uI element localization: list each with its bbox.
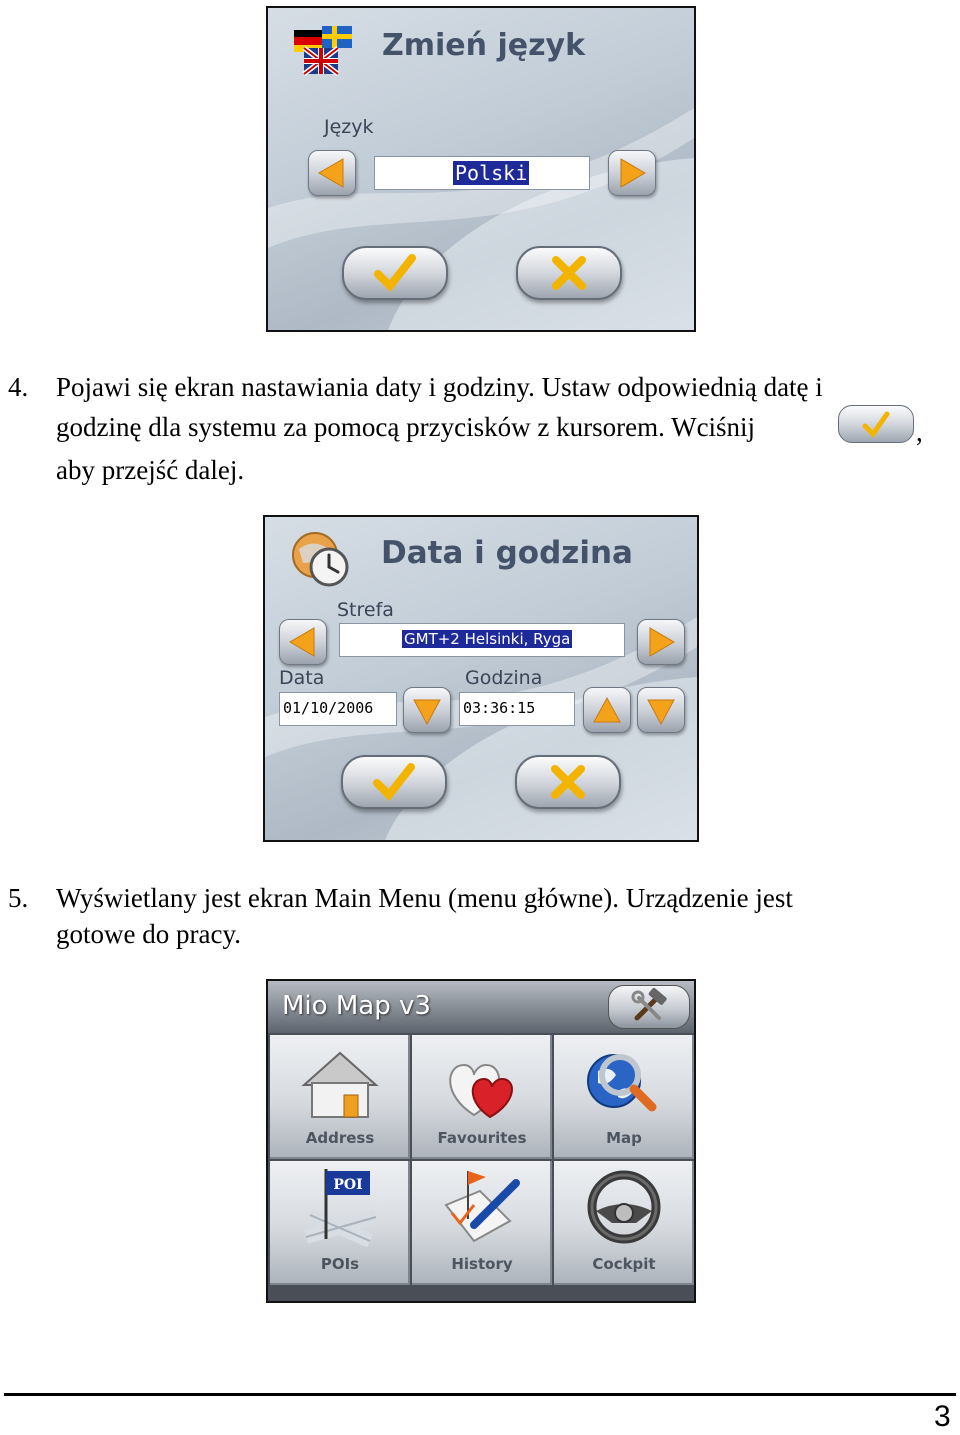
step-4-line-3: aby przejść dalej. — [56, 455, 245, 485]
menu-tile-pois[interactable] — [270, 1161, 410, 1285]
arrow-down-icon — [638, 688, 684, 732]
date-field[interactable] — [279, 692, 397, 726]
check-icon — [839, 406, 913, 442]
step-5-line-2: gotowe do pracy. — [56, 919, 241, 949]
zone-label: Strefa — [337, 599, 394, 621]
footer-rule — [4, 1393, 956, 1396]
menu-tile-favourites[interactable] — [412, 1035, 552, 1159]
step-4-number: 4. — [8, 372, 29, 402]
check-icon — [344, 248, 446, 298]
main-menu-header — [268, 981, 694, 1033]
house-icon — [270, 1035, 410, 1129]
flags-icon — [290, 22, 356, 80]
arrow-down-icon — [404, 688, 450, 732]
step-4-line-1: Pojawi się ekran nastawiania daty i godziny. Ustaw odpowiednią datę i — [56, 372, 823, 402]
step-4-comma: , — [916, 417, 923, 447]
zone-value: GMT+2 Helsinki, Ryga — [404, 630, 571, 648]
menu-tile-label: Map — [606, 1129, 642, 1147]
next-zone-button[interactable] — [637, 619, 685, 665]
step-5-line-1: Wyświetlany jest ekran Main Menu (menu główne). Urządzenie jest — [56, 883, 793, 913]
prev-language-button[interactable] — [308, 150, 356, 196]
time-up-button[interactable] — [583, 687, 631, 733]
arrow-up-icon — [584, 688, 630, 732]
screen-title: Zmień język — [382, 28, 586, 63]
date-down-button[interactable] — [403, 687, 451, 733]
history-pen-icon — [412, 1161, 552, 1255]
cancel-icon — [517, 757, 619, 807]
confirm-button[interactable] — [341, 755, 447, 809]
check-icon — [343, 757, 445, 807]
language-value: Polski — [455, 161, 528, 185]
app-title: Mio Map v3 — [282, 991, 431, 1021]
arrow-left-icon — [309, 151, 355, 195]
language-screen — [266, 6, 696, 332]
step-4-line-2: godzinę dla systemu za pomocą przycisków z kursorem. Wciśnij — [56, 412, 756, 442]
cancel-icon — [518, 248, 620, 298]
settings-button[interactable] — [608, 985, 690, 1029]
confirm-button[interactable] — [342, 246, 448, 300]
menu-tile-label: History — [451, 1255, 513, 1273]
globe-magnifier-icon — [554, 1035, 694, 1129]
time-label: Godzina — [465, 667, 543, 689]
language-field[interactable] — [374, 156, 590, 190]
hearts-icon — [412, 1035, 552, 1129]
tools-icon — [609, 986, 689, 1028]
menu-tile-history[interactable] — [412, 1161, 552, 1285]
menu-tile-label: Cockpit — [592, 1255, 656, 1273]
inline-confirm-button — [838, 405, 914, 443]
cancel-button[interactable] — [516, 246, 622, 300]
next-language-button[interactable] — [608, 150, 656, 196]
arrow-left-icon — [280, 620, 326, 664]
menu-tile-address[interactable] — [270, 1035, 410, 1159]
arrow-right-icon — [609, 151, 655, 195]
page-number: 3 — [934, 1400, 951, 1433]
menu-tile-label: POIs — [320, 1255, 360, 1273]
time-field[interactable] — [459, 692, 575, 726]
arrow-right-icon — [638, 620, 684, 664]
screen-title: Data i godzina — [381, 535, 633, 571]
time-down-button[interactable] — [637, 687, 685, 733]
globe-clock-icon — [289, 529, 353, 589]
prev-zone-button[interactable] — [279, 619, 327, 665]
main-menu-screen — [266, 979, 696, 1303]
language-label: Język — [324, 116, 374, 138]
menu-tile-label: Favourites — [437, 1129, 527, 1147]
poi-flag-icon — [270, 1161, 410, 1255]
menu-tile-label: Address — [305, 1129, 375, 1147]
menu-tile-map[interactable] — [554, 1035, 694, 1159]
zone-field[interactable] — [339, 623, 625, 657]
date-label: Data — [279, 667, 325, 689]
date-time-screen — [263, 515, 699, 842]
svg-text:POI: POI — [333, 1177, 363, 1193]
steering-wheel-icon — [554, 1161, 694, 1255]
cancel-button[interactable] — [515, 755, 621, 809]
time-value: 03:36:15 — [463, 699, 536, 717]
menu-tile-cockpit[interactable] — [554, 1161, 694, 1285]
date-value: 01/10/2006 — [283, 699, 374, 717]
step-5-number: 5. — [8, 883, 29, 913]
